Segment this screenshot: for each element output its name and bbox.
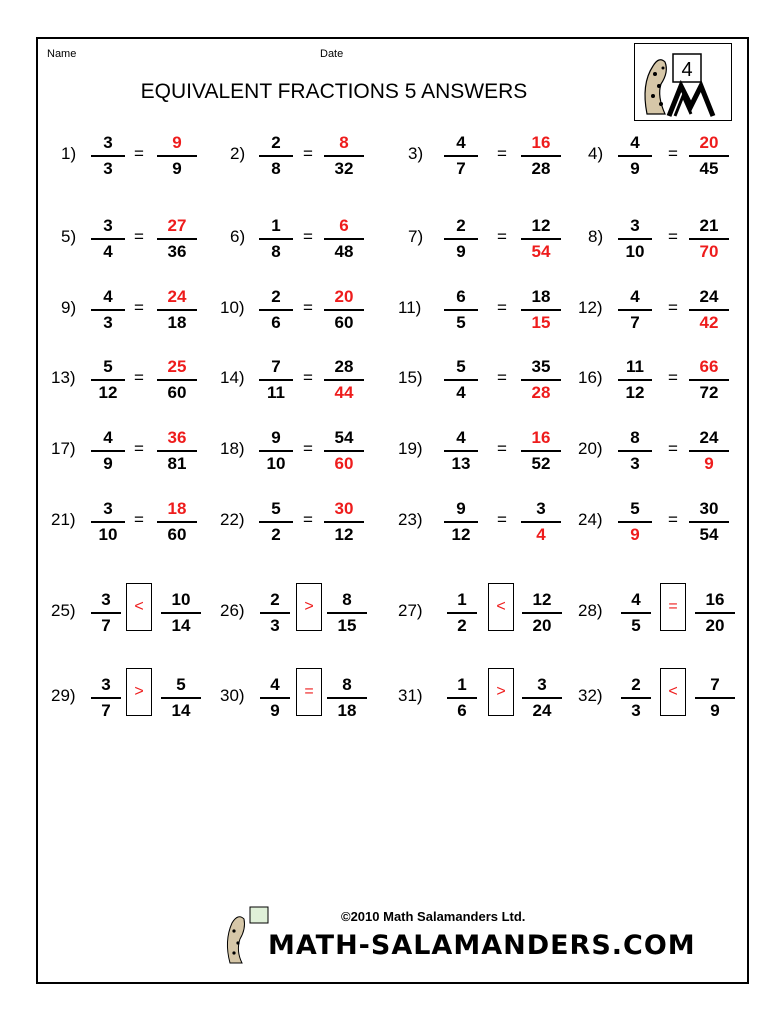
problem-number: 22) <box>220 510 245 529</box>
fraction-bar <box>444 521 478 523</box>
numerator: 3 <box>630 216 640 235</box>
denominator: 7 <box>101 616 111 635</box>
numerator: 20 <box>699 133 719 152</box>
fraction-bar <box>444 309 478 311</box>
fraction-bar <box>91 521 125 523</box>
fraction-bar <box>689 155 729 157</box>
fraction-bar <box>689 379 729 381</box>
problem-number: 20) <box>578 439 603 458</box>
denominator: 14 <box>171 616 191 635</box>
fraction-bar <box>521 450 561 452</box>
problem-number: 25) <box>51 601 76 620</box>
numerator: 21 <box>699 216 719 235</box>
fraction-bar <box>157 238 197 240</box>
numerator: 3 <box>103 216 113 235</box>
copyright-text: ©2010 Math Salamanders Ltd. <box>341 909 526 924</box>
numerator: 12 <box>531 216 551 235</box>
denominator: 6 <box>457 701 467 720</box>
denominator: 3 <box>103 159 113 178</box>
denominator: 9 <box>270 701 280 720</box>
fraction-bar <box>259 238 293 240</box>
numerator: 4 <box>103 287 113 306</box>
fraction-bar <box>259 379 293 381</box>
equals-sign: = <box>668 298 678 317</box>
denominator: 18 <box>167 313 187 332</box>
fraction-bar <box>91 697 121 699</box>
fraction-bar <box>521 379 561 381</box>
fraction-bar <box>618 155 652 157</box>
numerator: 3 <box>101 590 111 609</box>
fraction-bar <box>689 450 729 452</box>
logo <box>634 43 732 121</box>
denominator: 7 <box>101 701 111 720</box>
fraction-bar <box>695 697 735 699</box>
fraction-bar <box>157 155 197 157</box>
fraction-bar <box>444 450 478 452</box>
fraction-bar <box>324 309 364 311</box>
denominator: 15 <box>531 313 551 332</box>
problem-number: 7) <box>408 227 424 246</box>
fraction-bar <box>324 155 364 157</box>
comparison-sign: > <box>126 668 152 716</box>
problem-number: 5) <box>61 227 77 246</box>
denominator: 12 <box>625 383 645 402</box>
denominator: 3 <box>631 701 641 720</box>
equals-sign: = <box>668 227 678 246</box>
problem-number: 26) <box>220 601 245 620</box>
problem-number: 28) <box>578 601 603 620</box>
problem-number: 16) <box>578 368 603 387</box>
numerator: 1 <box>457 590 467 609</box>
equals-sign: = <box>497 227 507 246</box>
denominator: 4 <box>536 525 546 544</box>
denominator: 4 <box>103 242 113 261</box>
equals-sign: = <box>668 144 678 163</box>
equals-sign: = <box>497 510 507 529</box>
denominator: 60 <box>334 454 354 473</box>
numerator: 10 <box>171 590 191 609</box>
fraction-bar <box>260 612 290 614</box>
fraction-bar <box>161 697 201 699</box>
numerator: 3 <box>101 675 111 694</box>
numerator: 5 <box>176 675 186 694</box>
equals-sign: = <box>668 510 678 529</box>
numerator: 9 <box>172 133 182 152</box>
equals-sign: = <box>497 298 507 317</box>
numerator: 5 <box>271 499 281 518</box>
fraction-bar <box>447 697 477 699</box>
denominator: 7 <box>630 313 640 332</box>
problem-number: 31) <box>398 686 423 705</box>
comparison-sign: = <box>296 668 322 716</box>
fraction-bar <box>521 238 561 240</box>
equals-sign: = <box>303 227 313 246</box>
fraction-bar <box>689 521 729 523</box>
numerator: 6 <box>456 287 466 306</box>
denominator: 44 <box>334 383 354 402</box>
fraction-bar <box>621 697 651 699</box>
problem-number: 3) <box>408 144 424 163</box>
numerator: 4 <box>456 428 466 447</box>
problem-number: 6) <box>230 227 246 246</box>
problem-number: 13) <box>51 368 76 387</box>
numerator: 3 <box>103 133 113 152</box>
numerator: 25 <box>167 357 187 376</box>
numerator: 4 <box>630 133 640 152</box>
problem-number: 21) <box>51 510 76 529</box>
denominator: 14 <box>171 701 191 720</box>
problem-number: 11) <box>398 298 422 317</box>
problem-number: 27) <box>398 601 423 620</box>
comparison-sign: < <box>126 583 152 631</box>
denominator: 3 <box>270 616 280 635</box>
fraction-bar <box>157 379 197 381</box>
problem-number: 14) <box>220 368 245 387</box>
fraction-bar <box>447 612 477 614</box>
numerator: 24 <box>167 287 187 306</box>
numerator: 5 <box>630 499 640 518</box>
fraction-bar <box>260 697 290 699</box>
denominator: 2 <box>271 525 281 544</box>
equals-sign: = <box>303 510 313 529</box>
problem-number: 23) <box>398 510 423 529</box>
denominator: 12 <box>98 383 118 402</box>
fraction-bar <box>521 309 561 311</box>
fraction-bar <box>259 309 293 311</box>
problem-number: 18) <box>220 439 245 458</box>
denominator: 3 <box>630 454 640 473</box>
denominator: 60 <box>167 383 187 402</box>
salamander-logo-icon <box>635 44 731 120</box>
numerator: 24 <box>699 428 719 447</box>
fraction-bar <box>618 521 652 523</box>
denominator: 6 <box>271 313 281 332</box>
fraction-bar <box>327 612 367 614</box>
numerator: 2 <box>271 133 281 152</box>
equals-sign: = <box>134 510 144 529</box>
denominator: 48 <box>334 242 354 261</box>
numerator: 16 <box>531 428 551 447</box>
denominator: 2 <box>457 616 467 635</box>
numerator: 35 <box>531 357 551 376</box>
fraction-bar <box>324 238 364 240</box>
denominator: 9 <box>710 701 720 720</box>
fraction-bar <box>157 521 197 523</box>
equals-sign: = <box>668 368 678 387</box>
denominator: 11 <box>267 383 285 402</box>
denominator: 7 <box>456 159 466 178</box>
equals-sign: = <box>303 368 313 387</box>
numerator: 7 <box>710 675 720 694</box>
denominator: 10 <box>98 525 118 544</box>
fraction-bar <box>618 379 652 381</box>
numerator: 28 <box>334 357 354 376</box>
fraction-bar <box>91 612 121 614</box>
numerator: 6 <box>339 216 349 235</box>
comparison-sign: < <box>660 668 686 716</box>
fraction-bar <box>695 612 735 614</box>
problem-number: 19) <box>398 439 423 458</box>
denominator: 72 <box>699 383 719 402</box>
equals-sign: = <box>303 439 313 458</box>
denominator: 20 <box>532 616 552 635</box>
fraction-bar <box>522 697 562 699</box>
denominator: 3 <box>103 313 113 332</box>
fraction-bar <box>444 379 478 381</box>
denominator: 10 <box>625 242 645 261</box>
numerator: 9 <box>456 499 466 518</box>
fraction-bar <box>689 238 729 240</box>
denominator: 8 <box>271 159 281 178</box>
equals-sign: = <box>668 439 678 458</box>
brand-text: MATH-SALAMANDERS.COM <box>268 930 696 961</box>
denominator: 81 <box>167 454 187 473</box>
numerator: 54 <box>334 428 354 447</box>
fraction-bar <box>91 379 125 381</box>
denominator: 12 <box>334 525 354 544</box>
denominator: 9 <box>103 454 113 473</box>
denominator: 9 <box>172 159 182 178</box>
numerator: 1 <box>457 675 467 694</box>
fraction-bar <box>327 697 367 699</box>
numerator: 30 <box>699 499 719 518</box>
numerator: 16 <box>531 133 551 152</box>
fraction-bar <box>522 612 562 614</box>
problem-number: 29) <box>51 686 76 705</box>
equals-sign: = <box>303 144 313 163</box>
denominator: 18 <box>337 701 357 720</box>
fraction-bar <box>324 450 364 452</box>
comparison-sign: > <box>488 668 514 716</box>
footer-logo <box>222 905 272 970</box>
numerator: 3 <box>536 499 546 518</box>
denominator: 9 <box>704 454 714 473</box>
fraction-bar <box>618 238 652 240</box>
denominator: 36 <box>167 242 187 261</box>
equals-sign: = <box>134 298 144 317</box>
problem-number: 15) <box>398 368 423 387</box>
comparison-sign: > <box>296 583 322 631</box>
equals-sign: = <box>497 439 507 458</box>
fraction-bar <box>157 309 197 311</box>
fraction-bar <box>324 379 364 381</box>
fraction-bar <box>444 155 478 157</box>
problem-number: 2) <box>230 144 246 163</box>
fraction-bar <box>161 612 201 614</box>
denominator: 42 <box>699 313 719 332</box>
fraction-bar <box>91 238 125 240</box>
denominator: 5 <box>456 313 466 332</box>
numerator: 2 <box>456 216 466 235</box>
denominator: 32 <box>334 159 354 178</box>
problem-number: 4) <box>588 144 604 163</box>
numerator: 8 <box>342 675 352 694</box>
denominator: 9 <box>456 242 466 261</box>
numerator: 3 <box>103 499 113 518</box>
denominator: 45 <box>699 159 719 178</box>
numerator: 2 <box>270 590 280 609</box>
equals-sign: = <box>134 368 144 387</box>
numerator: 24 <box>699 287 719 306</box>
equals-sign: = <box>303 298 313 317</box>
numerator: 8 <box>339 133 349 152</box>
denominator: 9 <box>630 525 640 544</box>
denominator: 54 <box>699 525 719 544</box>
numerator: 4 <box>631 590 641 609</box>
numerator: 4 <box>103 428 113 447</box>
fraction-bar <box>521 521 561 523</box>
numerator: 5 <box>103 357 113 376</box>
fraction-bar <box>618 309 652 311</box>
fraction-bar <box>621 612 651 614</box>
numerator: 27 <box>167 216 187 235</box>
numerator: 11 <box>626 357 644 376</box>
numerator: 20 <box>334 287 354 306</box>
denominator: 60 <box>167 525 187 544</box>
problem-number: 30) <box>220 686 245 705</box>
fraction-bar <box>618 450 652 452</box>
numerator: 18 <box>531 287 551 306</box>
fraction-bar <box>91 155 125 157</box>
fraction-bar <box>444 238 478 240</box>
denominator: 70 <box>699 242 719 261</box>
comparison-sign: < <box>488 583 514 631</box>
numerator: 2 <box>631 675 641 694</box>
denominator: 28 <box>531 383 551 402</box>
numerator: 4 <box>456 133 466 152</box>
denominator: 54 <box>531 242 551 261</box>
problem-number: 12) <box>578 298 603 317</box>
problem-number: 32) <box>578 686 603 705</box>
numerator: 16 <box>705 590 725 609</box>
denominator: 13 <box>451 454 471 473</box>
fraction-bar <box>324 521 364 523</box>
denominator: 60 <box>334 313 354 332</box>
numerator: 30 <box>334 499 354 518</box>
numerator: 18 <box>167 499 187 518</box>
equals-sign: = <box>134 144 144 163</box>
comparison-sign: = <box>660 583 686 631</box>
numerator: 4 <box>270 675 280 694</box>
fraction-bar <box>259 521 293 523</box>
numerator: 4 <box>630 287 640 306</box>
logo-digit: 4 <box>681 59 693 81</box>
numerator: 12 <box>532 590 552 609</box>
numerator: 7 <box>271 357 281 376</box>
problem-number: 24) <box>578 510 603 529</box>
denominator: 12 <box>451 525 471 544</box>
numerator: 36 <box>167 428 187 447</box>
numerator: 2 <box>271 287 281 306</box>
date-label: Date <box>320 48 344 60</box>
fraction-bar <box>91 309 125 311</box>
denominator: 4 <box>456 383 466 402</box>
denominator: 15 <box>337 616 357 635</box>
fraction-bar <box>259 450 293 452</box>
problem-number: 17) <box>51 439 76 458</box>
numerator: 9 <box>271 428 281 447</box>
problem-number: 1) <box>61 144 77 163</box>
fraction-bar <box>91 450 125 452</box>
denominator: 8 <box>271 242 281 261</box>
page-title: EQUIVALENT FRACTIONS 5 ANSWERS <box>140 80 528 103</box>
fraction-bar <box>689 309 729 311</box>
denominator: 10 <box>266 454 286 473</box>
denominator: 52 <box>531 454 551 473</box>
denominator: 28 <box>531 159 551 178</box>
denominator: 20 <box>705 616 725 635</box>
numerator: 66 <box>699 357 719 376</box>
denominator: 9 <box>630 159 640 178</box>
fraction-bar <box>157 450 197 452</box>
name-label: Name <box>47 48 77 60</box>
salamander-footer-icon <box>222 905 272 965</box>
numerator: 8 <box>342 590 352 609</box>
problem-number: 10) <box>220 298 245 317</box>
numerator: 1 <box>271 216 281 235</box>
denominator: 5 <box>631 616 641 635</box>
problem-number: 8) <box>588 227 604 246</box>
fraction-bar <box>521 155 561 157</box>
equals-sign: = <box>497 368 507 387</box>
equals-sign: = <box>134 439 144 458</box>
problem-number: 9) <box>61 298 77 317</box>
numerator: 5 <box>456 357 466 376</box>
equals-sign: = <box>497 144 507 163</box>
numerator: 8 <box>630 428 640 447</box>
equals-sign: = <box>134 227 144 246</box>
fraction-bar <box>259 155 293 157</box>
denominator: 24 <box>532 701 552 720</box>
numerator: 3 <box>537 675 547 694</box>
